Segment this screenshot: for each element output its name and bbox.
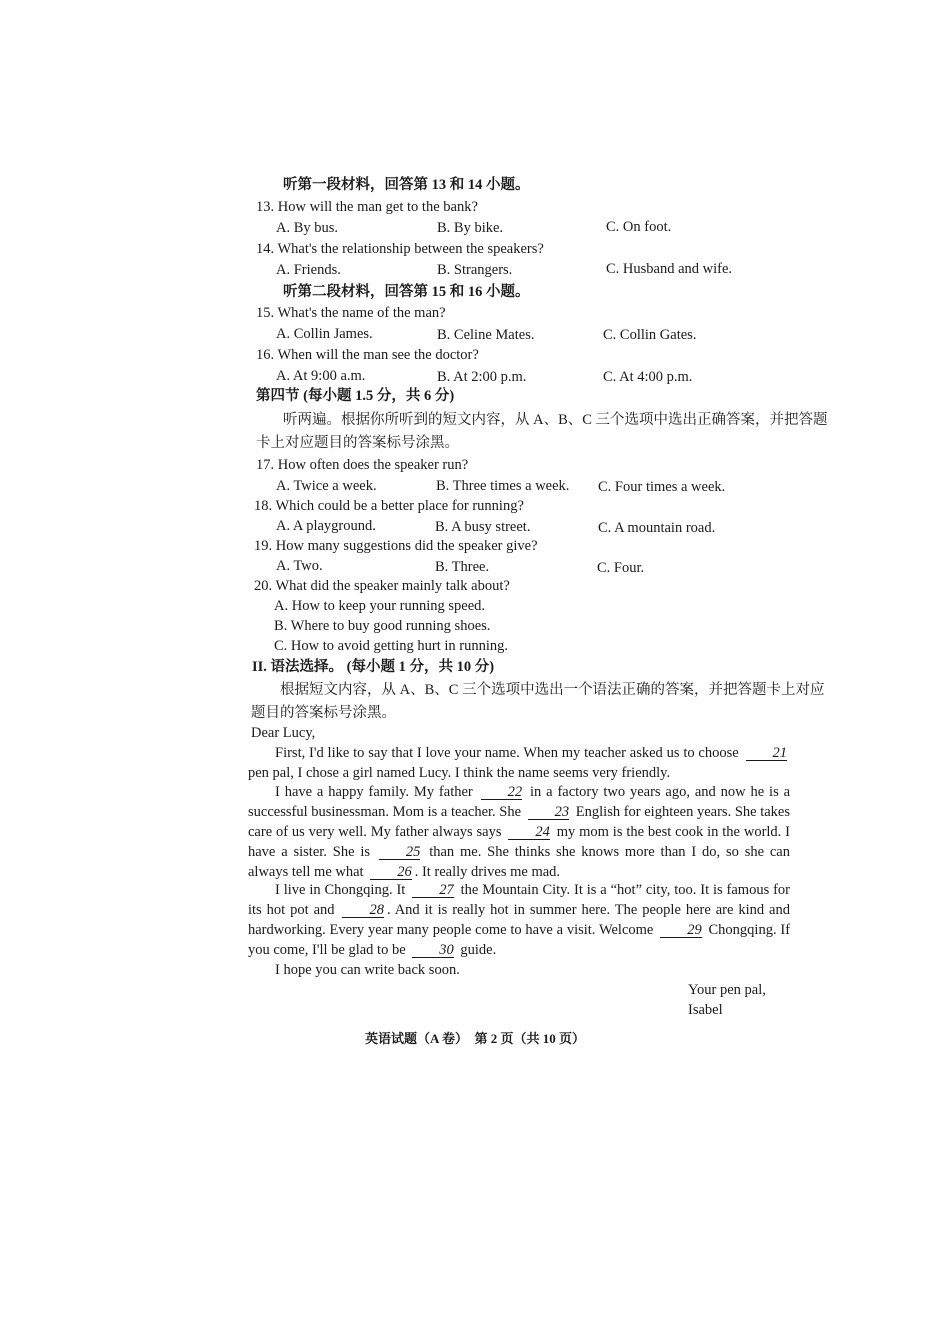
option-20a: A. How to keep your running speed. — [274, 598, 486, 614]
option-16c: C. At 4:00 p.m. — [603, 369, 693, 385]
question-17: 17. How often does the speaker run? — [256, 457, 469, 473]
section4-instruction-1: 听两遍。根据你所听到的短文内容，从 A、B、C 三个选项中选出正确答案，并把答题 — [283, 412, 828, 428]
section-intro-2: 听第二段材料，回答第 15 和 16 小题。 — [283, 284, 530, 300]
letter-text: I live in Chongqing. It — [275, 882, 406, 898]
section-intro-1: 听第一段材料，回答第 13 和 14 小题。 — [283, 177, 530, 193]
blank-24: 24 — [508, 825, 550, 840]
option-15b: B. Celine Mates. — [437, 327, 535, 343]
letter-text: than me. She thinks she knows more than I do, so she can always tell me what — [248, 844, 790, 880]
letter-paragraph-3 — [248, 880, 790, 960]
option-16a: A. At 9:00 a.m. — [276, 368, 366, 384]
blank-30: 30 — [412, 943, 454, 958]
blank-27: 27 — [412, 883, 454, 898]
letter-text: in a factory two years ago, and now he is a successful businessman. Mom is a teacher. She — [248, 784, 791, 820]
page-footer: 英语试题（A 卷） 第 2 页（共 10 页） — [365, 1031, 585, 1046]
option-19b: B. Three. — [435, 559, 490, 575]
letter-text: I have a happy family. My father — [275, 784, 473, 800]
letter-paragraph-2 — [248, 782, 790, 882]
question-20: 20. What did the speaker mainly talk about? — [254, 578, 510, 594]
section4-instruction-2: 卡上对应题目的答案标号涂黑。 — [256, 435, 459, 451]
blank-23: 23 — [528, 805, 570, 820]
letter-text: pen pal, I chose a girl named Lucy. I think the name seems very friendly. — [248, 765, 671, 781]
grammar-instruction-2: 题目的答案标号涂黑。 — [251, 705, 396, 721]
blank-29: 29 — [660, 923, 702, 938]
letter-text: Chongqing. If you come, I'll be glad to be — [248, 922, 791, 958]
blank-26: 26 — [370, 865, 412, 880]
letter-signature: Isabel — [688, 1002, 723, 1018]
letter-text: guide. — [460, 942, 497, 958]
option-20c: C. How to avoid getting hurt in running. — [274, 638, 508, 654]
option-18c: C. A mountain road. — [598, 520, 716, 536]
option-14a: A. Friends. — [276, 262, 341, 278]
blank-28: 28 — [342, 903, 384, 918]
question-15: 15. What's the name of the man? — [256, 305, 446, 321]
question-13: 13. How will the man get to the bank? — [256, 199, 478, 215]
letter-paragraph-4: I hope you can write back soon. — [275, 962, 460, 978]
option-17a: A. Twice a week. — [276, 478, 377, 494]
blank-25: 25 — [379, 845, 421, 860]
section4-heading: 第四节 (每小题 1.5 分，共 6 分) — [256, 388, 455, 404]
letter-paragraph-1 — [248, 743, 790, 783]
option-18b: B. A busy street. — [435, 519, 531, 535]
option-17c: C. Four times a week. — [598, 479, 726, 495]
option-14b: B. Strangers. — [437, 262, 513, 278]
question-19: 19. How many suggestions did the speaker give? — [254, 538, 538, 554]
option-19a: A. Two. — [276, 558, 323, 574]
letter-closing: Your pen pal, — [688, 982, 766, 998]
grammar-instruction-1: 根据短文内容，从 A、B、C 三个选项中选出一个语法正确的答案，并把答题卡上对应 — [280, 682, 825, 698]
blank-21: 21 — [746, 746, 788, 761]
letter-greeting: Dear Lucy, — [251, 725, 316, 741]
option-15a: A. Collin James. — [276, 326, 373, 342]
question-18: 18. Which could be a better place for running? — [254, 498, 524, 514]
letter-text: English for eighteen years. She takes care of us very well. My father always says — [248, 804, 790, 840]
letter-text: . It really drives me mad. — [414, 864, 561, 880]
option-17b: B. Three times a week. — [436, 478, 570, 494]
option-13a: A. By bus. — [276, 220, 339, 236]
question-14: 14. What's the relationship between the speakers? — [256, 241, 544, 257]
letter-text: my mom is the best cook in the world. I have a sister. She is — [248, 824, 790, 860]
blank-22: 22 — [481, 785, 523, 800]
question-16: 16. When will the man see the doctor? — [256, 347, 479, 363]
letter-text: the Mountain City. It is a “hot” city, too. It is famous for its hot pot and — [248, 882, 791, 918]
option-14c: C. Husband and wife. — [606, 261, 733, 277]
option-18a: A. A playground. — [276, 518, 376, 534]
option-16b: B. At 2:00 p.m. — [437, 369, 527, 385]
letter-text: First, I'd like to say that I love your name. When my teacher asked us to choose — [275, 745, 739, 761]
option-19c: C. Four. — [597, 560, 645, 576]
letter-text: . And it is really hot in summer here. The people here are kind and hardworking. Every year many people come to have a visit. Welcome — [248, 902, 790, 938]
option-13c: C. On foot. — [606, 219, 672, 235]
option-15c: C. Collin Gates. — [603, 327, 697, 343]
option-20b: B. Where to buy good running shoes. — [274, 618, 491, 634]
option-13b: B. By bike. — [437, 220, 504, 236]
grammar-heading: II. 语法选择。 (每小题 1 分，共 10 分) — [252, 659, 495, 675]
